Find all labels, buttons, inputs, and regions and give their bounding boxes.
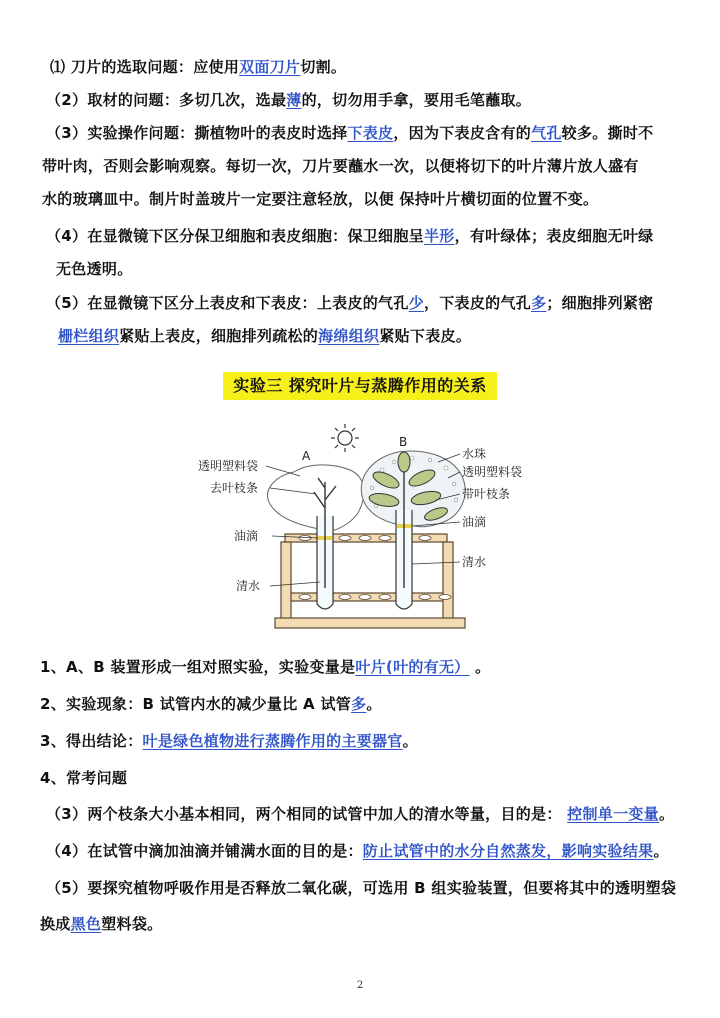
item-phenomenon [40, 693, 382, 715]
line-operation-2: 带叶肉，否则会影响观察。每切一次，刀片要蘸水一次，以便将切下的叶片薄片放人盛有 [42, 157, 639, 175]
answer-few: 少 [408, 294, 424, 312]
item-equal-water [46, 803, 674, 825]
answer-stomata: 气孔 [531, 124, 562, 142]
line-epidermis [46, 292, 653, 314]
line-operation [46, 122, 653, 144]
text: 。 [653, 842, 669, 860]
text: 紧贴上表皮，细胞排列疏松的 [119, 327, 319, 345]
text: ，下表皮的气孔 [423, 294, 532, 312]
text: （5）在显微镜下区分上表皮和下表皮：上表皮的气孔 [46, 294, 409, 312]
item-respiration: （5）要探究植物呼吸作用是否释放二氧化碳，可选用 B 组实验装置，但要将其中的透明塑袋 [46, 879, 677, 897]
answer-variable: 叶片(叶的有无） [355, 658, 470, 676]
text: ；细胞排列紧密 [546, 294, 654, 312]
label-leafy-branch: 带叶枝条 [462, 487, 511, 501]
item-respiration-2 [40, 913, 162, 935]
text: 。 [366, 695, 382, 713]
text: （3）两个枝条大小基本相同，两个相同的试管中加人的清水等量，目的是： [46, 805, 568, 823]
answer-many: 多 [531, 294, 547, 312]
plastic-bag-a [268, 465, 364, 530]
text: （2）取材的问题：多切几次，选最 [46, 91, 287, 109]
section-heading: 实验三 探究叶片与蒸腾作用的关系 [223, 372, 497, 400]
text: ⑴ 刀片的选取问题：应使用 [50, 58, 240, 76]
page-number: 2 [356, 980, 364, 991]
section-heading-wrap [0, 372, 720, 400]
text: 1、A、B 装置形成一组对照实验，实验变量是 [40, 658, 356, 676]
answer-single-variable: 控制单一变量 [567, 805, 659, 823]
label-b: B [399, 435, 408, 449]
label-bag-a: 透明塑料袋 [198, 459, 259, 473]
text: （4）在显微镜下区分保卫细胞和表皮细胞：保卫细胞呈 [46, 227, 424, 245]
text: 换成 [40, 915, 71, 933]
answer-lower-epidermis: 下表皮 [347, 124, 394, 142]
label-a: A [302, 449, 311, 463]
text: 2、实验现象：B 试管内水的减少量比 A 试管 [40, 695, 352, 713]
item-oil-purpose [46, 840, 669, 862]
label-leafless-branch: 去叶枝条 [210, 481, 259, 495]
answer-oil-purpose: 防止试管中的水分自然蒸发，影响实验结果 [362, 842, 654, 860]
item-common-questions: 4、常考问题 [40, 769, 128, 787]
text: ，有叶绿体；表皮细胞无叶绿 [454, 227, 654, 245]
answer-palisade: 栅栏组织 [58, 327, 120, 345]
line-guard-cells-2: 无色透明。 [56, 260, 133, 278]
line-operation-3: 水的玻璃皿中。制片时盖玻片一定要注意轻放，以便 保持叶片横切面的位置不变。 [42, 190, 599, 208]
text: 塑料袋。 [101, 915, 163, 933]
text: （4）在试管中滴加油滴并铺满水面的目的是： [46, 842, 363, 860]
answer-blade: 双面刀片 [239, 58, 301, 76]
text: 。 [469, 658, 491, 676]
label-droplets: 水珠 [462, 447, 487, 461]
item-conclusion [40, 730, 418, 752]
text: 紧贴下表皮。 [379, 327, 472, 345]
item-control-variable [40, 656, 490, 678]
test-tube-rack [275, 534, 465, 628]
answer-more: 多 [351, 695, 367, 713]
label-oil-b: 油滴 [462, 515, 487, 529]
text: 3、得出结论： [40, 732, 143, 750]
line-guard-cells [46, 225, 653, 247]
label-water-a: 清水 [236, 579, 261, 593]
answer-spongy: 海绵组织 [318, 327, 380, 345]
plastic-bag-b [361, 451, 465, 527]
text: 切割。 [300, 58, 347, 76]
experiment-figure [190, 418, 530, 640]
text: 。 [402, 732, 418, 750]
label-bag-b: 透明塑料袋 [462, 465, 523, 479]
line-material [46, 89, 531, 111]
answer-black: 黑色 [70, 915, 102, 933]
answer-conclusion: 叶是绿色植物进行蒸腾作用的主要器官 [142, 732, 403, 750]
answer-half-shape: 半形 [423, 227, 455, 245]
label-oil-a: 油滴 [234, 529, 259, 543]
text: ，因为下表皮含有的 [393, 124, 532, 142]
line-epidermis-2 [58, 325, 471, 347]
label-water-b: 清水 [462, 555, 487, 569]
text: 较多。撕时不 [561, 124, 654, 142]
text: 的，切勿用手拿，要用毛笔蘸取。 [301, 91, 532, 109]
text: 。 [658, 805, 675, 823]
answer-thin: 薄 [286, 91, 302, 109]
sun-icon [331, 424, 359, 452]
text: （3）实验操作问题：撕植物叶的表皮时选择 [46, 124, 348, 142]
line-blade [50, 56, 346, 78]
